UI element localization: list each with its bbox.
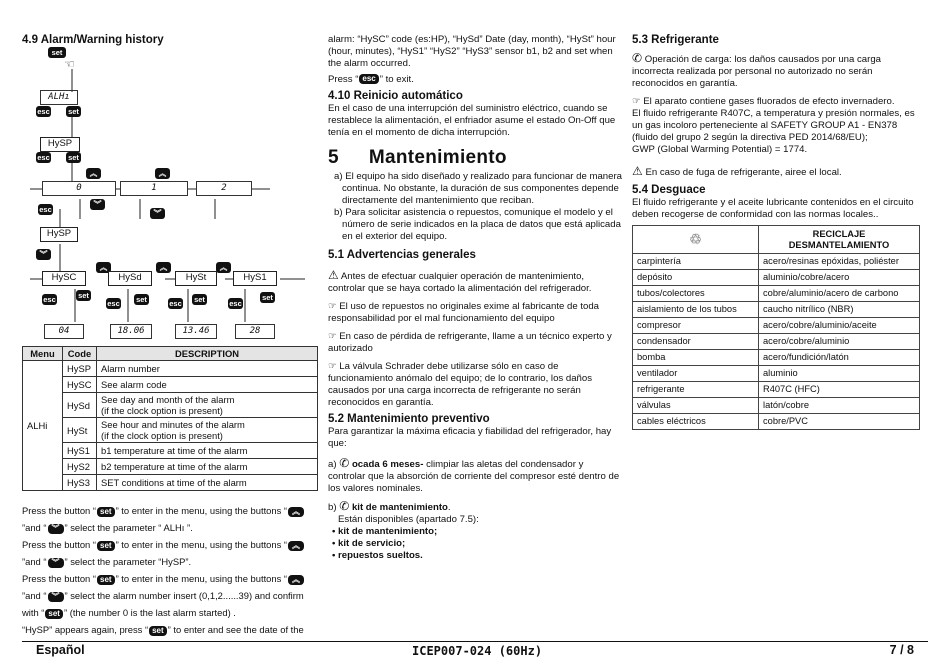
lcd-b1-temp: 28	[235, 324, 275, 339]
lcd-alarm-code: 04	[44, 324, 84, 339]
pointing-hand-icon: ☞	[328, 301, 337, 312]
footer-model: ICEP007-024 (60Hz)	[412, 644, 543, 658]
th-recycling: RECICLAJE DESMANTELAMIENTO	[759, 226, 920, 254]
table-row: depósito aluminio/cobre/acero	[633, 270, 920, 286]
desc-cell: See alarm code	[97, 377, 318, 393]
paragraph: b) Para solicitar asistencia o repuestos, comunique el modelo y el número de serie indicados en la placa de datos que está aplicada en el exterior del equipo.	[334, 207, 621, 242]
table-row: condensador acero/cobre/aluminio	[633, 334, 920, 350]
desc-cell: b1 temperature at time of the alarm	[97, 443, 318, 459]
down-arrow-key-icon: ︾	[48, 592, 64, 602]
set-key-icon: set	[97, 575, 115, 585]
down-arrow-key-icon: ︾	[48, 558, 64, 568]
section-heading-4-10: 4.10 Reinicio automático	[328, 90, 463, 102]
set-key-icon: set	[134, 294, 149, 305]
th-code: Code	[63, 347, 97, 361]
code-cell: HySd	[63, 393, 97, 418]
paragraph: b) ✆ kit de mantenimiento.	[328, 499, 451, 513]
desc-cell: See hour and minutes of the alarm (if the clock option is present)	[97, 418, 318, 443]
code-cell: HySC	[63, 377, 97, 393]
paragraph: ☞ El uso de repuestos no originales exime al fabricante de toda responsabilidad por el mal funcionamiento del equipo	[328, 301, 600, 324]
section-heading-4-9: 4.9 Alarm/Warning history	[22, 34, 164, 46]
th-menu: Menu	[23, 347, 63, 361]
table-row: ventilador aluminio	[633, 366, 920, 382]
table-row: aislamiento de los tubos caucho nitrílico (NBR)	[633, 302, 920, 318]
box-hysc: HySC	[42, 271, 86, 286]
paragraph: En el caso de una interrupción del suministro eléctrico, cuando se restablece la alimentación, el enfriador asume el estado On-Off que tenía en el momento de dicha interrupción.	[328, 103, 616, 138]
desc-cell: SET conditions at time of the alarm	[97, 475, 318, 491]
esc-key-icon: esc	[37, 107, 50, 116]
list-item: • kit de servicio;	[332, 538, 406, 549]
paragraph: a) El equipo ha sido diseñado y realizado para funcionar de manera continua. No obstante, la duración de sus componentes depende directamente del mantenimiento que reciban.	[334, 171, 622, 206]
set-key-icon: set	[45, 609, 63, 619]
code-cell: HyS2	[63, 459, 97, 475]
hand-icon: ☜	[64, 57, 75, 71]
list-item: • kit de mantenimiento;	[332, 526, 438, 537]
up-arrow-key-icon: ︽	[288, 575, 304, 585]
menu-table	[22, 346, 318, 491]
page-footer	[22, 641, 928, 658]
table-row: bomba acero/fundición/latón	[633, 350, 920, 366]
set-key-icon: set	[149, 626, 167, 636]
esc-key-icon: esc	[39, 205, 52, 214]
section-heading-5-3: 5.3 Refrigerante	[632, 34, 719, 46]
code-cell: HyS1	[63, 443, 97, 459]
code-cell: HySt	[63, 418, 97, 443]
warning-icon: ⚠	[328, 268, 339, 282]
up-arrow-key-icon	[86, 168, 101, 179]
box-hys1: HyS1	[233, 271, 277, 286]
lcd-alarm-0: 0	[42, 181, 116, 196]
esc-key-icon: esc	[359, 74, 378, 84]
alarm-menu-diagram	[20, 44, 310, 344]
table-row: compresor acero/cobre/aluminio/aceite	[633, 318, 920, 334]
bullet-list	[328, 526, 622, 562]
down-arrow-key-icon: ︾	[90, 199, 105, 210]
paragraph: a) ✆ ocada 6 meses- climpiar las aletas del condensador y controlar que la absorción de corriente del compresor esté dentro de los valores nominales.	[328, 456, 620, 494]
table-row: carpintería acero/resinas epóxidas, poliéster	[633, 254, 920, 270]
set-key-icon: set	[97, 541, 115, 551]
up-arrow-key-icon: ︽	[288, 541, 304, 551]
desc-cell: See day and month of the alarm (if the clock option is present)	[97, 393, 318, 418]
lcd-alarm-1: 1	[120, 181, 188, 196]
set-key-icon: set	[260, 292, 275, 303]
paragraph: GWP (Global Warming Potential) = 1774.	[632, 144, 808, 155]
paragraph: ☞ La válvula Schrader debe utilizarse sólo en caso de funcionamiento anómalo del equipo; de lo contrario, los daños causados por una carga incorrecta de refrigerante no serán reconocidos en garantía.	[328, 361, 593, 408]
phone-icon: ✆	[632, 51, 643, 65]
box-hysp-2: HySP	[40, 227, 78, 242]
up-arrow-key-icon	[216, 262, 231, 273]
up-arrow-key-icon: ︽	[288, 507, 304, 517]
esc-key-icon: esc	[229, 299, 242, 308]
footer-page-number: 7 / 8	[889, 643, 914, 657]
up-arrow-key-icon	[155, 168, 170, 179]
table-row: válvulas latón/cobre	[633, 398, 920, 414]
pointing-hand-icon: ☞	[328, 331, 337, 342]
press-esc-line: Press “ esc ” to exit.	[328, 74, 414, 85]
lcd-alarm-date: 18.06	[110, 324, 152, 339]
paragraph: ☞ El aparato contiene gases fluorados de efecto invernadero.	[632, 96, 895, 107]
list-item: • repuestos sueltos.	[332, 550, 423, 561]
instructions: Press the button “ set ” to enter in the menu, using the buttons “ ︽ ”and “ ︾ ” select the parameter “ ALHı ”. Press the button “ set ” to enter in the menu, using the buttons “ ︽ ”and “ ︾ ” select the parameter “HySP”. Press the button “ set ” to enter in the menu, using the buttons “ ︽ ”and “ ︾ ” select the alarm number insert (0,1,2......39) and confirm with “ set ” (the number 0 is the last alarm started) . “HySP” appears again, press “ set ” to enter and see the date of the	[22, 505, 304, 635]
lcd-alarm-2: 2	[196, 181, 252, 196]
set-key-icon: set	[66, 152, 81, 163]
paragraph: ⚠ En caso de fuga de refrigerante, airee el local.	[632, 164, 842, 178]
esc-key-icon: esc	[43, 295, 56, 304]
lcd-alarm-time: 13.46	[175, 324, 217, 339]
paragraph: Están disponibles (apartado 7.5):	[338, 514, 479, 525]
recycling-table	[632, 225, 920, 430]
set-key-icon: set	[66, 106, 81, 117]
section-heading-5: 5 Mantenimiento	[328, 147, 507, 168]
pointing-hand-icon: ☞	[632, 96, 641, 107]
warning-icon: ⚠	[632, 164, 643, 178]
alarm-continuation: alarm: “HySC” code (es:HP), “HySd” Date (day, month), “HySt” hour (hour, minutes), “HyS1” “HyS2” “HyS3” sensor b1, b2 and set when the alarm occurred.	[328, 34, 616, 69]
desc-cell: Alarm number	[97, 361, 318, 377]
down-arrow-key-icon: ︾	[48, 524, 64, 534]
up-arrow-key-icon	[156, 262, 171, 273]
set-key-icon: set	[97, 507, 115, 517]
footer-language: Español	[36, 643, 85, 657]
desc-cell: b2 temperature at time of the alarm	[97, 459, 318, 475]
lcd-alhi: ALHı	[40, 90, 78, 105]
phone-icon: ✆	[339, 456, 350, 470]
code-cell: HySP	[63, 361, 97, 377]
table-row: refrigerante R407C (HFC)	[633, 382, 920, 398]
th-description: DESCRIPTION	[97, 347, 318, 361]
box-hysp: HySP	[40, 137, 80, 152]
section-heading-5-2: 5.2 Mantenimiento preventivo	[328, 413, 490, 425]
section-heading-5-1: 5.1 Advertencias generales	[328, 249, 476, 261]
set-key-icon: set	[48, 47, 66, 58]
code-cell: HyS3	[63, 475, 97, 491]
table-row: tubos/colectores cobre/aluminio/acero de carbono	[633, 286, 920, 302]
box-hysd: HySd	[108, 271, 152, 286]
phone-icon: ✆	[339, 499, 350, 513]
esc-key-icon: esc	[37, 153, 50, 162]
paragraph: El fluido refrigerante y el aceite lubricante contenidos en el circuito deben recogerse de conformidad con las normas locales..	[632, 197, 914, 220]
paragraph: El fluido refrigerante R407C, a temperatura y presión normales, es un gas incoloro perteneciente al SAFETY GROUP A1 - EN378 (fluido del grupo 2 según la directiva PED 2014/68/EU);	[632, 108, 915, 143]
set-key-icon: set	[76, 290, 91, 301]
esc-key-icon: esc	[169, 299, 182, 308]
pointing-hand-icon: ☞	[328, 361, 337, 372]
down-arrow-key-icon: ︾	[36, 249, 51, 260]
paragraph: ✆ Operación de carga: los daños causados por una carga incorrecta realizada por personal no autorizado no serán reconocidos en garantía.	[632, 51, 881, 89]
paragraph: Para garantizar la máxima eficacia y fiabilidad del refrigerador, hay que:	[328, 426, 612, 449]
recycle-icon: ♲	[633, 226, 759, 254]
section-heading-5-4: 5.4 Desguace	[632, 184, 706, 196]
menu-alhi: ALHi	[23, 361, 63, 491]
table-row: cables eléctricos cobre/PVC	[633, 414, 920, 430]
set-key-icon: set	[192, 294, 207, 305]
down-arrow-key-icon: ︾	[150, 208, 165, 219]
esc-key-icon: esc	[107, 299, 120, 308]
right-column	[632, 33, 922, 430]
box-hyst: HySt	[175, 271, 217, 286]
paragraph: ⚠ Antes de efectuar cualquier operación de mantenimiento, controlar que se haya cortado la alimentación del refrigerador.	[328, 268, 592, 294]
paragraph: ☞ En caso de pérdida de refrigerante, llame a un técnico experto y autorizado	[328, 331, 612, 354]
middle-column	[328, 34, 622, 562]
